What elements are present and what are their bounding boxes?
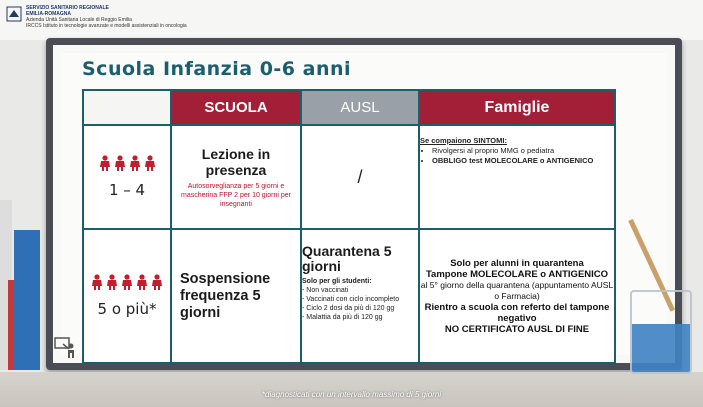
org-line3: Azienda Unità Sanitaria Locale di Reggio Emilia xyxy=(26,17,132,23)
regional-logo-icon xyxy=(6,6,22,22)
header-empty-cell xyxy=(83,90,171,125)
child-icon xyxy=(114,155,126,171)
footnote: *diagnosticati con un intervallo massimo di 5 giorni xyxy=(261,390,442,399)
list-item: • OBBLIGO test MOLECOLARE o ANTIGENICO xyxy=(432,156,614,166)
famiglie-line2: Tampone MOLECOLARE o ANTIGENICO xyxy=(425,268,609,280)
famiglie-cell-row1 xyxy=(419,125,615,229)
famiglie-heading: Se compaiono SINTOMI: xyxy=(420,136,507,145)
list-item: - Vaccinati con ciclo incompleto xyxy=(302,296,400,303)
case-range: 1 – 4 xyxy=(108,181,146,199)
child-icon xyxy=(91,274,103,290)
ausl-title: Quarantena 5 giorni xyxy=(302,243,392,274)
famiglie-line5: NO CERTIFICATO AUSL DI FINE xyxy=(444,323,590,335)
scuola-main-text: Lezione in presenza xyxy=(201,145,271,178)
org-block xyxy=(26,5,187,29)
scuola-main-text: Sospensione frequenza 5 giorni xyxy=(180,270,271,321)
teacher-icon xyxy=(54,337,76,359)
ausl-subtitle: Solo per gli studenti: xyxy=(302,278,372,285)
child-icon xyxy=(106,274,118,290)
famiglie-line1: Solo per alunni in quarantena xyxy=(450,257,584,269)
case-cell-1-4 xyxy=(83,125,171,229)
famiglie-cell-row2 xyxy=(419,229,615,363)
org-line1: SERVIZIO SANITARIO REGIONALE xyxy=(26,5,109,11)
ausl-cell-row1: / xyxy=(301,125,419,229)
list-item: - Non vaccinati xyxy=(302,287,349,294)
jar-icon xyxy=(630,290,692,374)
rules-table xyxy=(82,89,616,364)
children-icons xyxy=(84,155,170,171)
column-header-scuola: SCUOLA xyxy=(171,90,301,125)
list-item: • Rivolgersi al proprio MMG o pediatra xyxy=(432,146,614,156)
scuola-cell-row2 xyxy=(171,229,301,363)
org-line2: EMILIA-ROMAGNA xyxy=(26,11,71,17)
list-item: - Malattia da più di 120 gg xyxy=(302,314,383,321)
famiglie-line4: Rientro a scuola con referto del tampone negativo xyxy=(424,301,610,324)
child-icon xyxy=(136,274,148,290)
child-icon xyxy=(144,155,156,171)
page-title: Scuola Infanzia 0-6 anni xyxy=(82,58,352,80)
child-icon xyxy=(99,155,111,171)
column-header-famiglie: Famiglie xyxy=(419,90,615,125)
org-line4: IRCCS Istituto in tecnologie avanzate e modelli assistenziali in oncologia xyxy=(26,23,187,29)
column-header-ausl: AUSL xyxy=(301,90,419,125)
ausl-cell-row2 xyxy=(301,229,419,363)
decor-book-blue xyxy=(14,230,40,370)
child-icon xyxy=(151,274,163,290)
children-icons xyxy=(84,274,170,290)
case-cell-5-plus xyxy=(83,229,171,363)
child-icon xyxy=(129,155,141,171)
famiglie-line3: al 5° giorno della quarantena (appuntamento AUSL o Farmacia) xyxy=(420,279,614,301)
case-range: 5 o più* xyxy=(97,300,157,318)
scuola-note: Autosorveglianza per 5 giorni e mascherina FFP 2 per 10 giorni per insegnanti xyxy=(181,182,291,208)
scuola-cell-row1 xyxy=(171,125,301,229)
list-item: - Ciclo 2 dosi da più di 120 gg xyxy=(302,305,395,312)
child-icon xyxy=(121,274,133,290)
